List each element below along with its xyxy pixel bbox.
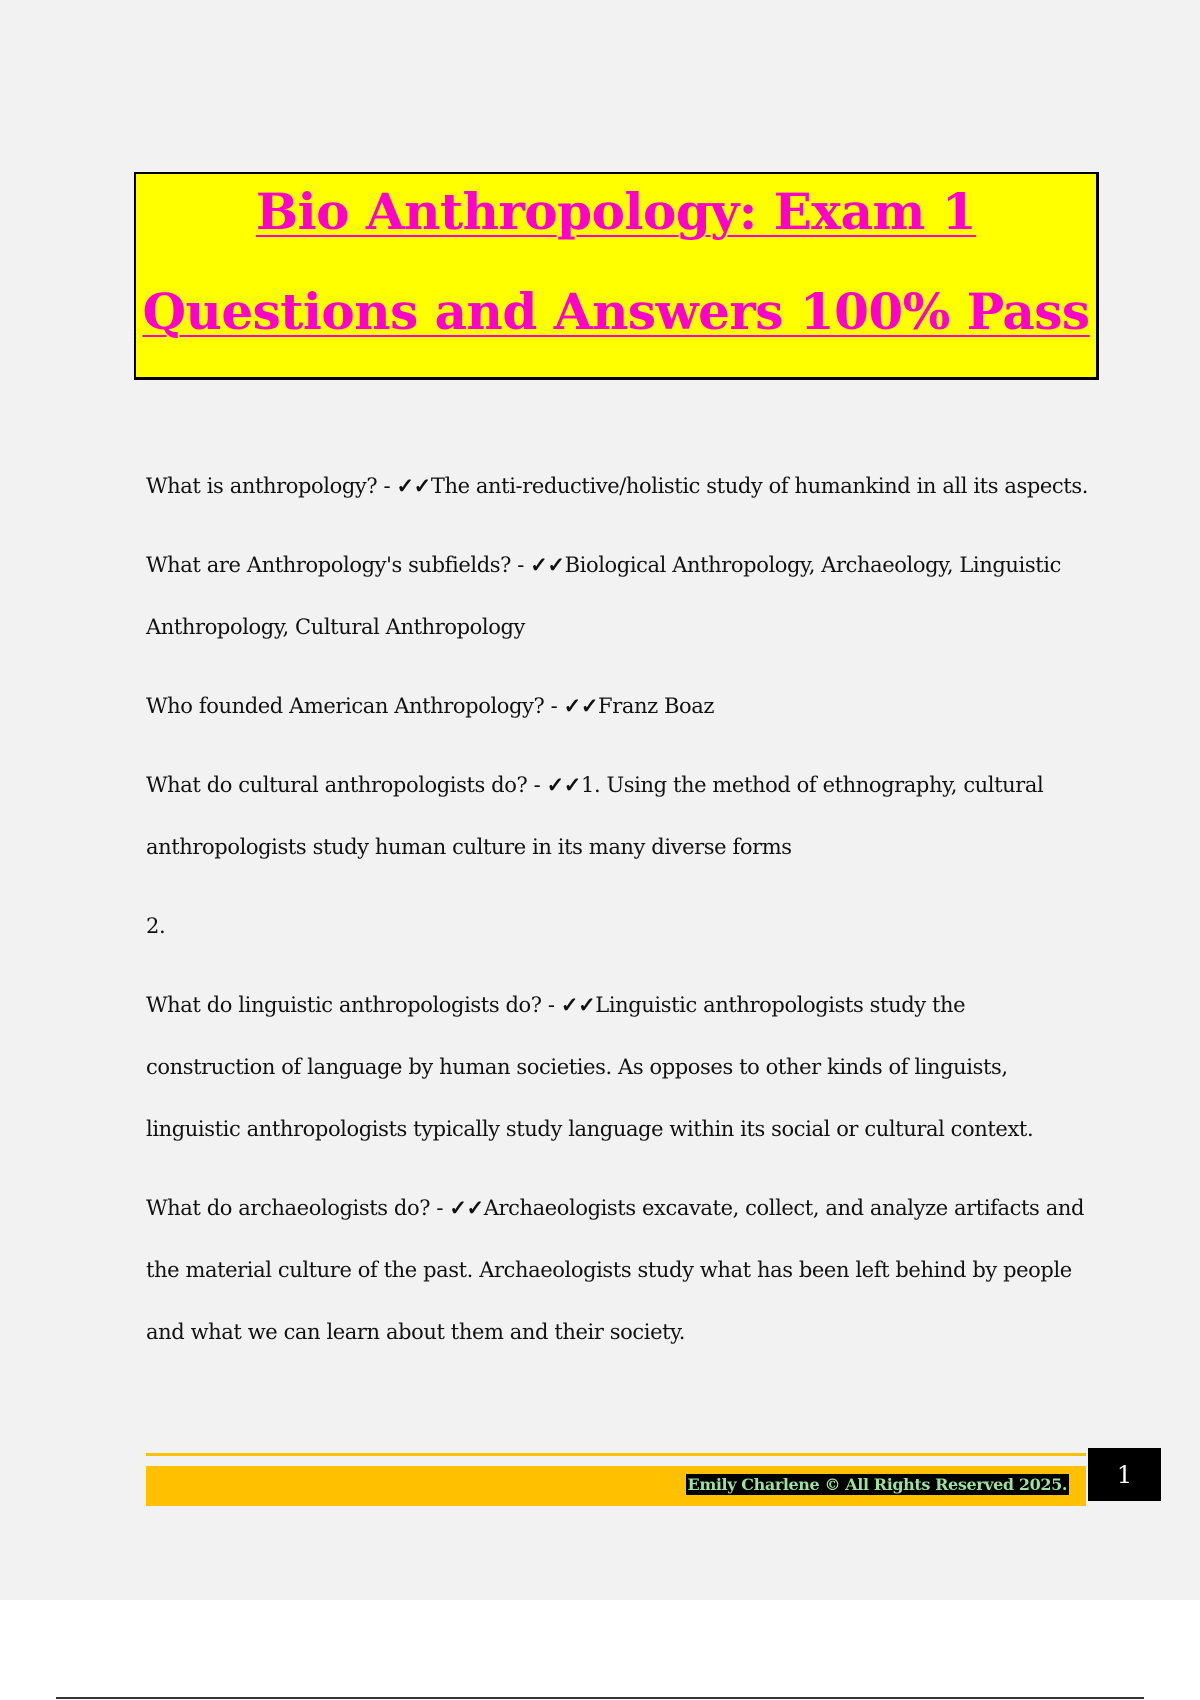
qa-list [146,455,1096,1380]
qa-item [146,895,1096,957]
qa-item [146,534,1096,658]
copyright-text: Emily Charlene © All Rights Reserved 2025. [687,1475,1067,1494]
qa-item [146,974,1096,1160]
question: Who founded American Anthropology? [146,694,545,718]
separator: - [510,553,531,577]
answer: Archaeologists excavate, collect, and analyze artifacts and the material culture of the past. Archaeologists study what has been left behind by people and what we can learn about them and their society. [146,1196,1084,1344]
answer: The anti-reductive/holistic study of humankind in all its aspects. [430,474,1088,498]
page-number: 1 [1088,1448,1161,1501]
separator: - [377,474,397,498]
separator: - [527,773,547,797]
separator: - [541,993,561,1017]
title-line-1: Bio Anthropology: Exam 1 [255,182,977,241]
check-icon: ✓✓ [546,772,581,797]
answer: Linguistic anthropologists study the construction of language by human societies. As opposes to other kinds of linguists, linguistic anthropologists typically study language within its social or cultural context. [146,993,1034,1141]
question: What do linguistic anthropologists do? [146,993,542,1017]
answer: 2. [146,914,166,938]
check-icon: ✓✓ [449,1195,484,1220]
qa-item [146,1177,1096,1363]
page-divider [56,1697,1144,1699]
question: What do archaeologists do? [146,1196,431,1220]
qa-item [146,455,1096,517]
title-box [134,172,1099,380]
qa-item [146,754,1096,878]
answer: Franz Boaz [598,694,715,718]
check-icon: ✓✓ [563,693,599,718]
check-icon: ✓✓ [530,552,565,577]
question: What is anthropology? [146,474,378,498]
question: What do cultural anthropologists do? [146,773,528,797]
separator: - [544,694,564,718]
footer-rule [146,1453,1086,1456]
answer: 1. Using the method of ethnography, cultural anthropologists study human culture in its many diverse forms [146,773,1044,859]
question: What are Anthropology's subfields? [146,553,511,577]
qa-item [146,675,1096,737]
title-line-2: Questions and Answers 100% Pass [142,282,1090,341]
check-icon: ✓✓ [560,992,596,1017]
check-icon: ✓✓ [396,473,431,498]
footer-bar [146,1466,1086,1506]
answer: Biological Anthropology, Archaeology, Linguistic Anthropology, Cultural Anthropology [146,553,1061,639]
separator: - [430,1196,450,1220]
